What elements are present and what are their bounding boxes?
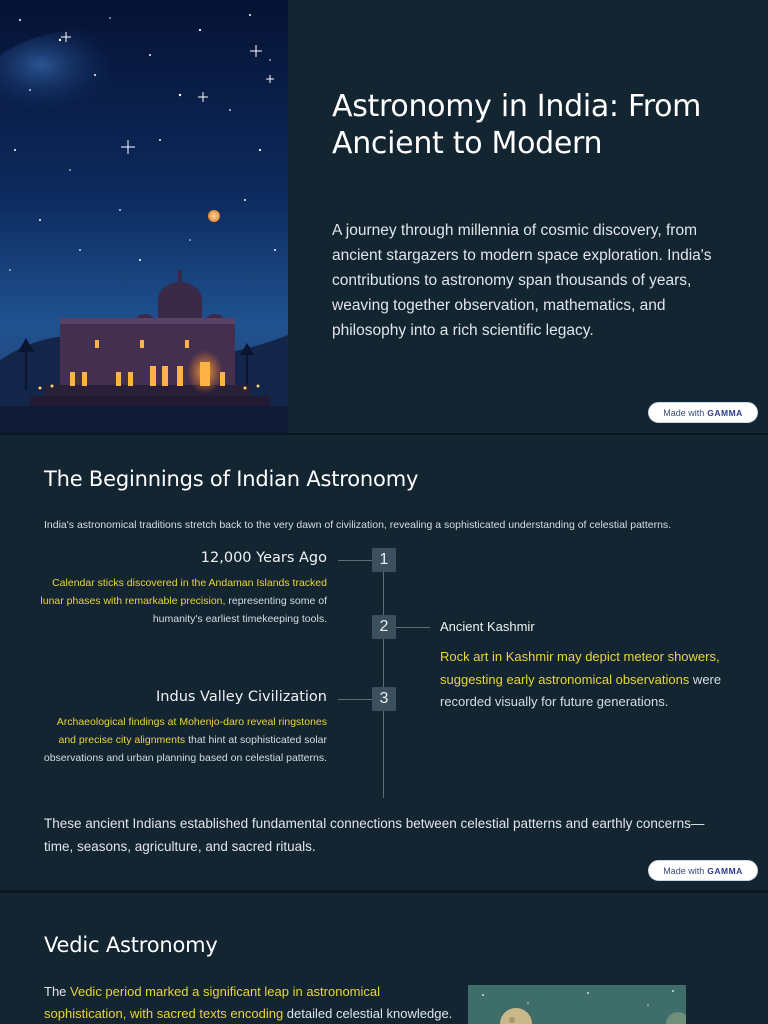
event-rest: representing some of humanity's earliest timekeeping tools. [152, 595, 327, 625]
event-title: 12,000 Years Ago [200, 550, 327, 566]
event-rest: that hint at sophisticated solar observations and urban planning based on celestial patterns. [43, 734, 327, 764]
section-title: The Beginnings of Indian Astronomy [44, 467, 419, 491]
vedic-paragraph [44, 981, 454, 1024]
intro-paragraph: A journey through millennia of cosmic discovery, from ancient stargazers to modern space exploration. India's contributions to astronomy span thousands of years, weaving together observation, mathematics, and philosophy into a rich scientific legacy. [332, 222, 712, 339]
vedic-illustration [468, 985, 686, 1024]
event-title: Ancient Kashmir [440, 619, 535, 634]
event-rest: were recorded visually for future generations. [440, 671, 722, 709]
vedic-rest: detailed celestial knowledge. [283, 1006, 453, 1021]
timeline-marker: 3 [372, 687, 396, 711]
timeline-marker: 2 [372, 615, 396, 639]
made-with-gamma-badge[interactable] [648, 860, 758, 881]
event-title: Indus Valley Civilization [156, 689, 327, 705]
event-description [37, 574, 327, 628]
badge-prefix: Made with [663, 865, 705, 876]
gamma-logo: GAMMA [707, 407, 743, 418]
event-description [440, 646, 730, 714]
page-title: Astronomy in India: From Ancient to Modern [332, 89, 702, 161]
event-description [37, 713, 327, 767]
gamma-logo: GAMMA [707, 865, 743, 876]
timeline-marker: 1 [372, 548, 396, 572]
timeline-connector [396, 627, 430, 628]
section-title: Vedic Astronomy [44, 933, 218, 957]
badge-prefix: Made with [663, 407, 705, 418]
timeline-connector [338, 560, 372, 561]
event-highlight: Archaeological findings at Mohenjo-daro reveal ringstones and precise city alignments [56, 716, 327, 746]
beginnings-slide [0, 435, 768, 890]
vedic-slide [0, 893, 768, 1024]
section-intro: India's astronomical traditions stretch back to the very dawn of civilization, revealing a sophisticated understanding of celestial patterns. [44, 519, 672, 531]
timeline-line [383, 560, 384, 798]
event-highlight: Rock art in Kashmir may depict meteor showers, suggesting early astronomical observations [440, 649, 720, 687]
made-with-gamma-badge[interactable] [648, 402, 758, 423]
vedic-highlight: Vedic period marked a significant leap in astronomical sophistication, with sacred texts encoding [44, 984, 381, 1021]
closing-paragraph: These ancient Indians established fundamental connections between celestial patterns and earthly concerns—time, seasons, agriculture, and sacred rituals. [44, 816, 705, 854]
vedic-pre: The [44, 984, 71, 999]
night-sky-observatory-illustration [0, 0, 288, 433]
timeline-connector [338, 699, 372, 700]
event-highlight: Calendar sticks discovered in the Andaman Islands tracked lunar phases with remarkable precision, [40, 577, 327, 607]
title-slide [0, 0, 768, 433]
